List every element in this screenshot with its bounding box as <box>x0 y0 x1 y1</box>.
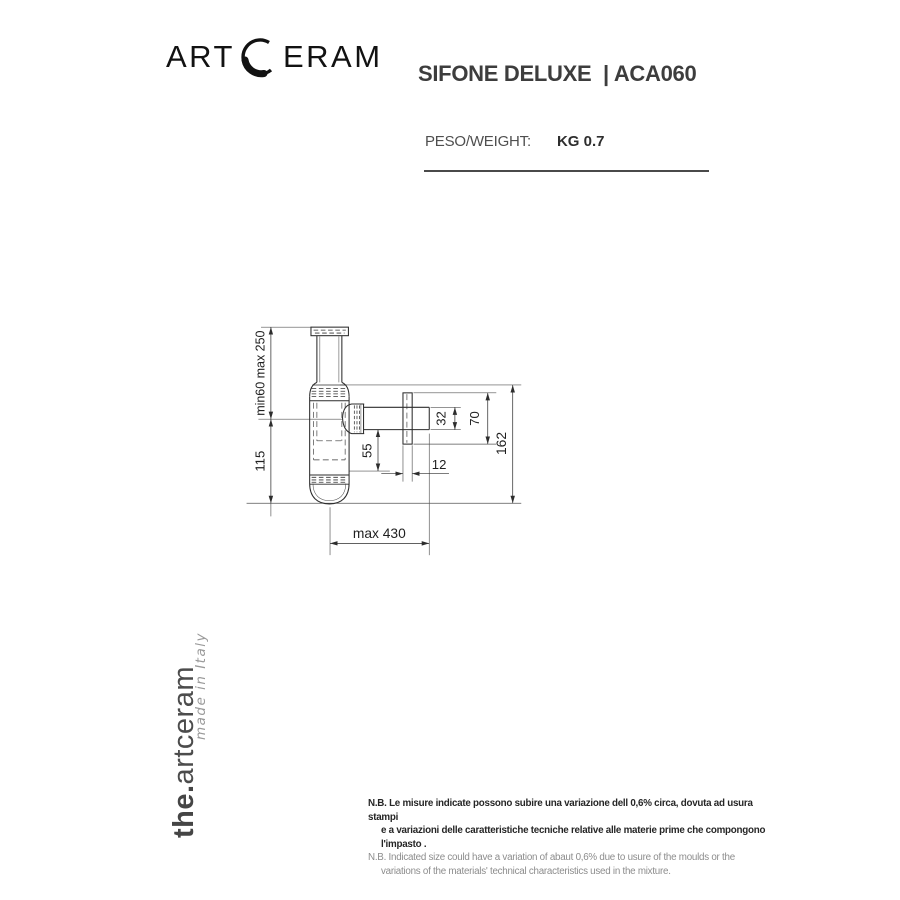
dim-label-pipe-diameter: 32 <box>433 411 449 426</box>
footer-notes <box>368 797 778 878</box>
product-title: SIFONE DELUXE | ACA060 <box>418 61 697 86</box>
note-line: N.B. Le misure indicate possono subire una variazione dell 0,6% circa, dovuta ad usura stampi <box>368 798 753 823</box>
technical-drawing <box>240 248 700 633</box>
dim-label-inlet-height: min60 max 250 <box>253 330 268 416</box>
dim-label-rosette-depth: 12 <box>431 457 447 473</box>
dim-label-rosette-diameter: 70 <box>467 411 483 426</box>
logo-text-post: ERAM <box>282 39 383 74</box>
logo-text-pre: ART <box>166 39 235 74</box>
weight-label: PESO/WEIGHT: <box>425 133 531 150</box>
dim-label-body-height: 115 <box>252 450 268 472</box>
vertical-brand-artceram: artceram <box>168 666 200 785</box>
dimension-lines <box>271 327 513 543</box>
extension-lines <box>247 327 522 555</box>
note-line: e a variazioni delle caratteristiche tecniche relative alle materie prime che compongono <box>381 825 766 836</box>
siphon-drawing-svg <box>240 248 700 633</box>
dim-label-overall-height: 162 <box>494 431 510 455</box>
logo-c-icon <box>238 34 282 80</box>
header-rule <box>424 170 709 172</box>
weight-row <box>425 133 604 150</box>
dim-label-outlet-drop: 55 <box>359 443 375 458</box>
inner-lines <box>313 336 361 500</box>
wall-rosette <box>403 393 412 444</box>
dim-label-max-reach: max 430 <box>352 526 406 542</box>
note-line: variations of the materials' technical characteristics used in the mixture. <box>381 865 671 877</box>
made-in-italy-tagline: made in Italy <box>193 632 209 740</box>
note-english <box>368 851 778 878</box>
artceram-logo <box>166 34 383 80</box>
note-line: l'impasto . <box>381 838 427 850</box>
inlet-flange <box>311 327 348 336</box>
note-line: N.B. Indicated size could have a variation of abaut 0,6% due to usure of the moulds or the <box>368 852 735 863</box>
vertical-brand-the: the. <box>168 784 200 838</box>
weight-value: KG 0.7 <box>556 133 605 150</box>
note-italian <box>368 797 778 851</box>
